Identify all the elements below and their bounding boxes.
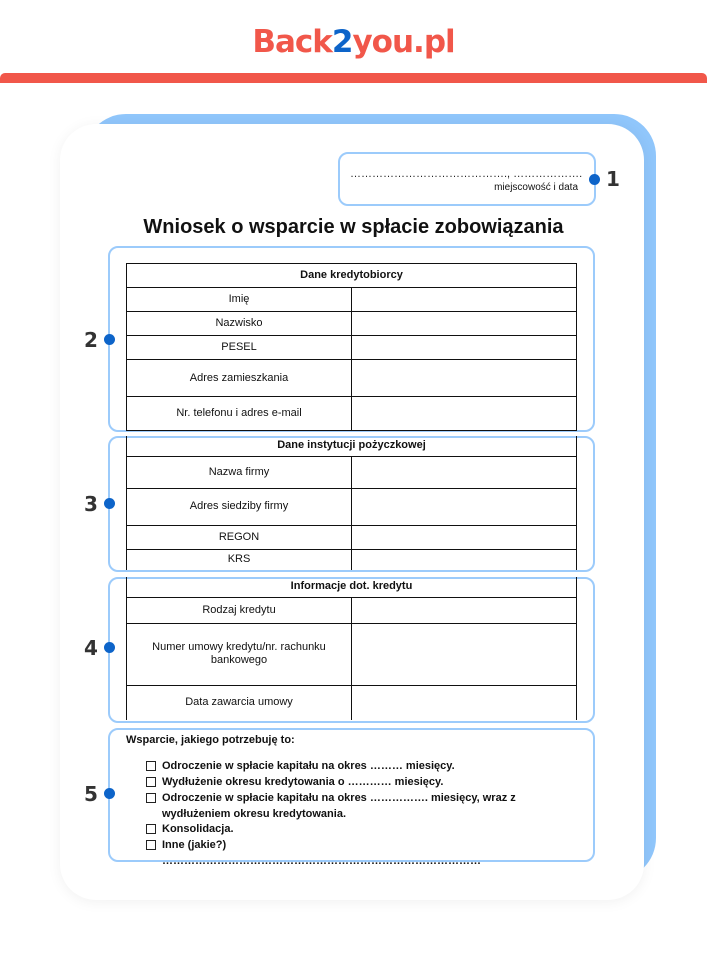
support-option-consolidation[interactable] bbox=[146, 821, 546, 837]
lender-label-company-name: Nazwa firmy bbox=[127, 456, 352, 488]
marker-dot-3 bbox=[104, 498, 115, 509]
header-divider bbox=[0, 73, 707, 83]
marker-dot-1 bbox=[589, 174, 600, 185]
borrower-address-field[interactable] bbox=[352, 360, 577, 397]
borrower-first-name-field[interactable] bbox=[352, 288, 577, 312]
credit-type-field[interactable] bbox=[352, 597, 577, 623]
support-option-deferral[interactable] bbox=[146, 758, 546, 774]
checkbox-icon[interactable] bbox=[146, 793, 156, 803]
marker-number-2: 2 bbox=[84, 328, 98, 352]
lender-address-field[interactable] bbox=[352, 488, 577, 525]
checkbox-icon[interactable] bbox=[146, 824, 156, 834]
document-title: Wniosek o wsparcie w spłacie zobowiązania bbox=[143, 216, 564, 238]
credit-table bbox=[126, 577, 577, 720]
marker-dot-5 bbox=[104, 788, 115, 799]
borrower-label-first-name: Imię bbox=[127, 288, 352, 312]
support-option-label: Odroczenie w spłacie kapitału na okres ……………. miesięcy, wraz z wydłużeniem okresu kredytowania. bbox=[162, 792, 516, 820]
credit-contract-number-field[interactable] bbox=[352, 623, 577, 685]
borrower-label-last-name: Nazwisko bbox=[127, 312, 352, 336]
borrower-label-contact: Nr. telefonu i adres e-mail bbox=[127, 397, 352, 431]
borrower-label-address: Adres zamieszkania bbox=[127, 360, 352, 397]
lender-label-regon: REGON bbox=[127, 525, 352, 549]
credit-label-type: Rodzaj kredytu bbox=[127, 597, 352, 623]
support-option-other[interactable] bbox=[146, 837, 546, 869]
credit-contract-date-field[interactable] bbox=[352, 685, 577, 720]
logo-text-back: Back bbox=[252, 24, 332, 60]
marker-number-5: 5 bbox=[84, 782, 98, 806]
credit-table-header: Informacje dot. kredytu bbox=[127, 577, 577, 597]
marker-dot-4 bbox=[104, 642, 115, 653]
lender-regon-field[interactable] bbox=[352, 525, 577, 549]
lender-krs-field[interactable] bbox=[352, 549, 577, 570]
borrower-pesel-field[interactable] bbox=[352, 336, 577, 360]
checkbox-icon[interactable] bbox=[146, 777, 156, 787]
place-date-label: miejscowość i data bbox=[494, 182, 578, 193]
borrower-last-name-field[interactable] bbox=[352, 312, 577, 336]
lender-table bbox=[126, 436, 577, 570]
support-option-label: Inne (jakie?) …………………………………………………………………………… bbox=[162, 839, 481, 867]
marker-number-1: 1 bbox=[606, 167, 620, 191]
logo-text-you: you.pl bbox=[352, 24, 455, 60]
lender-company-name-field[interactable] bbox=[352, 456, 577, 488]
support-option-extension[interactable] bbox=[146, 774, 546, 790]
marker-dot-2 bbox=[104, 334, 115, 345]
support-option-deferral-with-extension[interactable] bbox=[146, 790, 526, 822]
borrower-table bbox=[126, 263, 577, 431]
checkbox-icon[interactable] bbox=[146, 840, 156, 850]
support-option-label: Odroczenie w spłacie kapitału na okres ……… miesięcy. bbox=[162, 760, 455, 772]
lender-label-krs: KRS bbox=[127, 549, 352, 570]
place-date-blank[interactable]: ……………………………………., ………………. bbox=[350, 168, 583, 180]
logo-text-2: 2 bbox=[331, 24, 353, 60]
lender-table-header: Dane instytucji pożyczkowej bbox=[127, 436, 577, 456]
marker-number-3: 3 bbox=[84, 492, 98, 516]
checkbox-icon[interactable] bbox=[146, 761, 156, 771]
lender-label-address: Adres siedziby firmy bbox=[127, 488, 352, 525]
marker-number-4: 4 bbox=[84, 636, 98, 660]
borrower-table-header: Dane kredytobiorcy bbox=[127, 264, 577, 288]
credit-label-contract-date: Data zawarcia umowy bbox=[127, 685, 352, 720]
support-option-label: Wydłużenie okresu kredytowania o ………… miesięcy. bbox=[162, 776, 444, 788]
brand-logo bbox=[0, 24, 707, 60]
support-title: Wsparcie, jakiego potrzebuję to: bbox=[126, 734, 295, 746]
borrower-label-pesel: PESEL bbox=[127, 336, 352, 360]
credit-label-contract-number: Numer umowy kredytu/nr. rachunku bankowego bbox=[127, 623, 352, 685]
borrower-contact-field[interactable] bbox=[352, 397, 577, 431]
support-option-label: Konsolidacja. bbox=[162, 823, 234, 835]
